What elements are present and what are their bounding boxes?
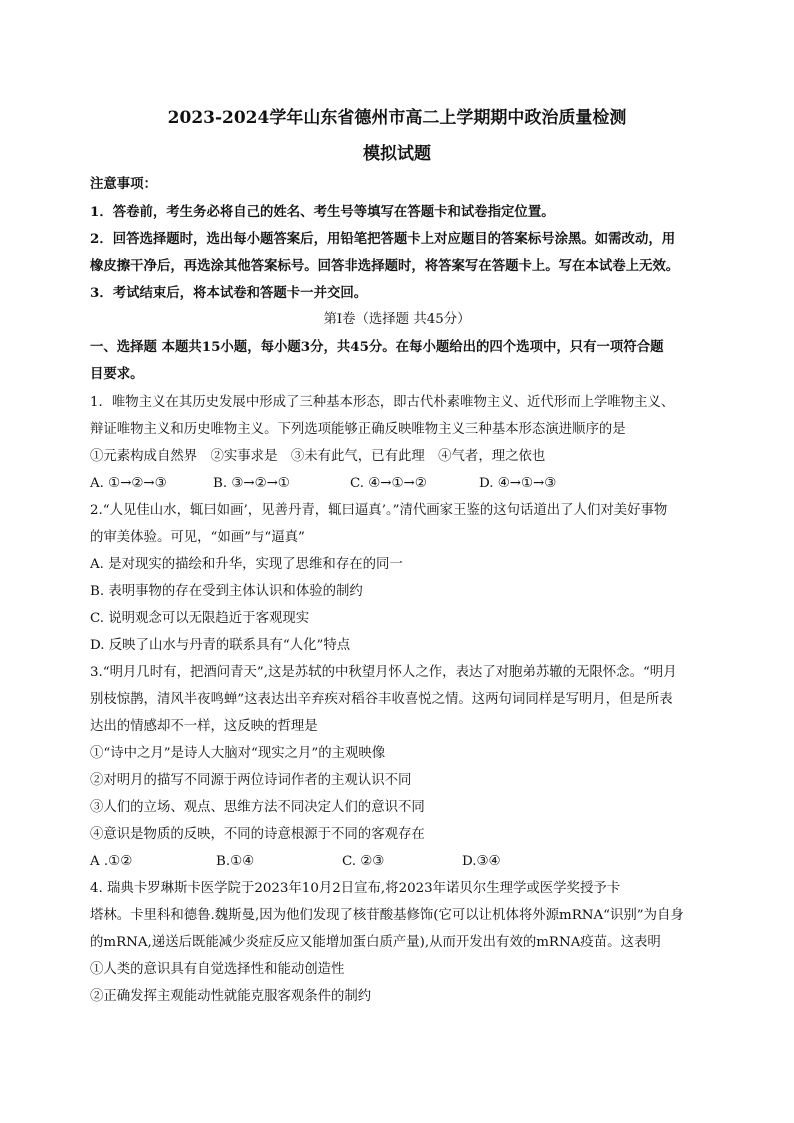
q3-statement-3: ③人们的立场、观点、思维方法不同决定人们的意识不同 <box>90 800 425 815</box>
q3-option-d: D.③④ <box>462 854 501 869</box>
page-subtitle: 模拟试题 <box>363 144 431 164</box>
section-title: 第I卷（选择题 共45分） <box>323 312 471 327</box>
q1-option-b: B. ③→②→① <box>213 476 290 491</box>
q2-option-a: A. 是对现实的描绘和升华，实现了思维和存在的同一 <box>90 557 403 572</box>
q1-option-d: D. ④→①→③ <box>479 476 557 491</box>
q3-option-c: C. ②③ <box>342 854 385 869</box>
q3-stem-line-3: 达出的情感却不一样，这反映的哲理是 <box>90 719 318 734</box>
q3-stem-line-2: 别枝惊鹊，清风半夜鸣蝉”这表达出辛弃疾对稻谷丰收喜悦之情。这两句词同样是写明月，但是所表 <box>90 692 673 707</box>
q1-statements: ①元素构成自然界 ②实事求是 ③未有此气，已有此理 ④气者，理之依也 <box>90 449 546 464</box>
q3-option-b: B.①④ <box>216 854 255 869</box>
q1-stem-line-1: 1．唯物主义在其历史发展中形成了三种基本形态，即古代朴素唯物主义、近代形而上学唯物主义、 <box>90 395 675 410</box>
q2-option-c: C. 说明观念可以无限趋近于客观现实 <box>90 611 310 626</box>
notice-item-2-line-2: 橡皮擦干净后，再选涂其他答案标号。回答非选择题时，将答案写在答题卡上。写在本试卷上无效。 <box>90 258 680 274</box>
q4-statement-2: ②正确发挥主观能动性就能克服客观条件的制约 <box>90 989 372 1004</box>
notice-item-3: 3．考试结束后，将本试卷和答题卡一并交回。 <box>90 285 368 301</box>
q3-option-a: A .①② <box>90 854 133 869</box>
page-title: 2023-2024学年山东省德州市高二上学期期中政治质量检测 <box>167 108 627 128</box>
q2-stem-line-2: 的审美体验。可见，“如画”与“逼真” <box>90 530 305 545</box>
q1-option-a: A. ①→②→③ <box>90 476 167 491</box>
q1-option-c: C. ④→①→② <box>350 476 427 491</box>
section-instruction-line-1: 一、选择题 本题共15小题，每小题3分，共45分。在每小题给出的四个选项中，只有一项符合题 <box>90 339 664 355</box>
q3-statement-2: ②对明月的描写不同源于两位诗词作者的主观认识不同 <box>90 773 412 788</box>
q4-stem-line-3: 的mRNA,递送后既能减少炎症反应又能增加蛋白质产量),从而开发出有效的mRNA疫苗。这表明 <box>90 935 661 950</box>
q3-statement-1: ①“诗中之月”是诗人大脑对“现实之月”的主观映像 <box>90 746 386 761</box>
q2-option-b: B. 表明事物的存在受到主体认识和体验的制约 <box>90 584 363 599</box>
q4-stem-line-2: 塔林。卡里科和德鲁.魏斯曼,因为他们发现了核苷酸基修饰(它可以让机体将外源mRNA“识别”为自身 <box>90 908 684 923</box>
q3-statement-4: ④意识是物质的反映，不同的诗意根源于不同的客观存在 <box>90 827 425 842</box>
notice-item-1: 1．答卷前，考生务必将自己的姓名、考生号等填写在答题卡和试卷指定位置。 <box>90 204 555 220</box>
q4-statement-1: ①人类的意识具有自觉选择性和能动创造性 <box>90 962 345 977</box>
q2-stem-line-1: 2.“人见佳山水，辄曰如画’，见善丹青，辄曰逼真’。”清代画家王鉴的这句话道出了人们对美好事物 <box>90 503 668 518</box>
q3-stem-line-1: 3.“明月几时有，把酒问青天”,这是苏轼的中秋望月怀人之作，表达了对胞弟苏辙的无限怀念。“明月 <box>90 665 677 680</box>
q4-stem-line-1: 4. 瑞典卡罗琳斯卡医学院于2023年10月2日宣布,将2023年诺贝尔生理学或医学奖授予卡 <box>90 881 621 896</box>
section-instruction-line-2: 目要求。 <box>90 366 144 382</box>
notice-heading: 注意事项： <box>90 176 157 192</box>
notice-item-2-line-1: 2．回答选择题时，选出每小题答案后，用铅笔把答题卡上对应题目的答案标号涂黑。如需改动，用 <box>90 231 676 247</box>
q2-option-d: D. 反映了山水与丹青的联系具有“人化”特点 <box>90 638 351 653</box>
q1-stem-line-2: 辩证唯物主义和历史唯物主义。下列选项能够正确反映唯物主义三种基本形态演进顺序的是 <box>90 422 626 437</box>
